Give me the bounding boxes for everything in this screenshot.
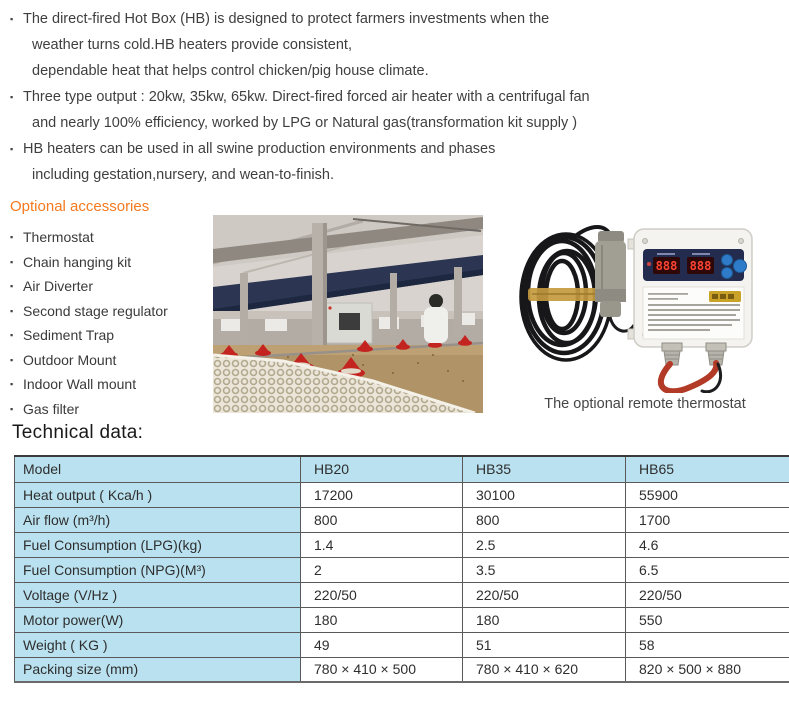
cell-value: 820 × 500 × 880 xyxy=(626,657,789,682)
list-item xyxy=(10,372,168,397)
down-button-icon xyxy=(722,268,733,279)
bullet-icon: ▪ xyxy=(10,92,14,102)
intro-line: weather turns cold.HB heaters provide consistent, xyxy=(32,37,352,53)
row-label: Fuel Consumption (LPG)(kg) xyxy=(15,532,301,557)
table-row xyxy=(15,557,789,582)
intro-text xyxy=(10,6,780,188)
cell-value: 55900 xyxy=(626,482,789,507)
bullet-icon: ▪ xyxy=(10,232,14,242)
intro-line: and nearly 100% efficiency, worked by LPG or Natural gas(transformation kit supply ) xyxy=(32,115,578,131)
cell-value: 2.5 xyxy=(463,532,626,557)
table-row xyxy=(15,507,789,532)
accessory-label: Outdoor Mount xyxy=(23,351,117,368)
cell-value: 1700 xyxy=(626,507,789,532)
table-row xyxy=(15,607,789,632)
list-item xyxy=(10,348,168,373)
cell-value: 4.6 xyxy=(626,532,789,557)
up-button-icon xyxy=(722,255,733,266)
cell-value: 780 × 410 × 620 xyxy=(463,657,626,682)
column-header-hb65: HB65 xyxy=(626,456,789,482)
intro-line: The direct-fired Hot Box (HB) is designed to protect farmers investments when the xyxy=(23,11,550,27)
accessories-heading: Optional accessories xyxy=(10,198,150,215)
row-label: Weight ( KG ) xyxy=(15,632,301,657)
accessories-list xyxy=(10,225,168,421)
cell-value: 180 xyxy=(301,607,463,632)
column-header-hb20: HB20 xyxy=(301,456,463,482)
list-item xyxy=(10,397,168,422)
accessory-label: Gas filter xyxy=(23,400,80,417)
accessory-label: Second stage regulator xyxy=(23,302,168,319)
cell-value: 1.4 xyxy=(301,532,463,557)
bullet-icon: ▪ xyxy=(10,144,14,154)
table-row xyxy=(15,582,789,607)
bullet-icon: ▪ xyxy=(10,354,14,365)
intro-line: dependable heat that helps control chicken/pig house climate. xyxy=(32,63,429,79)
poultry-house-photo xyxy=(213,215,483,413)
accessory-label: Chain hanging kit xyxy=(23,253,132,270)
cell-value: 3.5 xyxy=(463,557,626,582)
bullet-icon: ▪ xyxy=(10,330,14,340)
row-label: Packing size (mm) xyxy=(15,657,301,682)
thermostat-photo xyxy=(512,203,762,393)
intro-bullet-3 xyxy=(10,136,780,188)
cell-value: 800 xyxy=(463,507,626,532)
list-item xyxy=(10,274,168,299)
intro-bullet-2 xyxy=(10,84,780,136)
column-header-hb35: HB35 xyxy=(463,456,626,482)
cell-value: 58 xyxy=(626,632,789,657)
bullet-icon: ▪ xyxy=(10,305,14,316)
cell-value: 220/50 xyxy=(626,582,789,607)
bullet-icon: ▪ xyxy=(10,256,14,267)
column-header-model: Model xyxy=(15,456,301,482)
list-item xyxy=(10,323,168,348)
cell-value: 550 xyxy=(626,607,789,632)
intro-line: HB heaters can be used in all swine production environments and phases xyxy=(23,141,496,157)
set-button-icon xyxy=(734,260,747,273)
cell-value: 220/50 xyxy=(463,582,626,607)
cell-value: 2 xyxy=(301,557,463,582)
cell-value: 6.5 xyxy=(626,557,789,582)
bullet-icon: ▪ xyxy=(10,403,14,414)
bullet-icon: ▪ xyxy=(10,379,14,389)
table-row xyxy=(15,532,789,557)
left-display-digits: 888 xyxy=(655,259,678,273)
cell-value: 17200 xyxy=(301,482,463,507)
cell-value: 220/50 xyxy=(301,582,463,607)
technical-data-heading: Technical data: xyxy=(12,422,144,443)
cell-value: 800 xyxy=(301,507,463,532)
accessory-label: Indoor Wall mount xyxy=(23,376,137,392)
cell-value: 180 xyxy=(463,607,626,632)
accessory-label: Sediment Trap xyxy=(23,327,115,343)
table-row xyxy=(15,632,789,657)
thermostat-caption: The optional remote thermostat xyxy=(544,396,746,412)
cell-value: 780 × 410 × 500 xyxy=(301,657,463,682)
intro-line: Three type output : 20kw, 35kw, 65kw. Direct-fired forced air heater with a centrifugal fan xyxy=(23,89,590,105)
technical-data-table xyxy=(14,455,789,683)
cell-value: 49 xyxy=(301,632,463,657)
list-item xyxy=(10,225,168,250)
bullet-icon: ▪ xyxy=(10,281,14,291)
row-label: Air flow (m³/h) xyxy=(15,507,301,532)
list-item xyxy=(10,299,168,324)
table-row xyxy=(15,657,789,682)
bullet-icon: ▪ xyxy=(10,14,14,24)
row-label: Fuel Consumption (NPG)(M³) xyxy=(15,557,301,582)
row-label: Motor power(W) xyxy=(15,607,301,632)
row-label: Heat output ( Kca/h ) xyxy=(15,482,301,507)
intro-line: including gestation,nursery, and wean-to-finish. xyxy=(32,167,334,183)
accessory-label: Thermostat xyxy=(23,229,94,245)
row-label: Voltage (V/Hz ) xyxy=(15,582,301,607)
table-row xyxy=(15,482,789,507)
cell-value: 30100 xyxy=(463,482,626,507)
cell-value: 51 xyxy=(463,632,626,657)
intro-bullet-1 xyxy=(10,6,780,84)
accessory-label: Air Diverter xyxy=(23,278,94,294)
table-header-row xyxy=(15,456,789,482)
right-display-digits: 888 xyxy=(689,259,712,273)
list-item xyxy=(10,250,168,275)
